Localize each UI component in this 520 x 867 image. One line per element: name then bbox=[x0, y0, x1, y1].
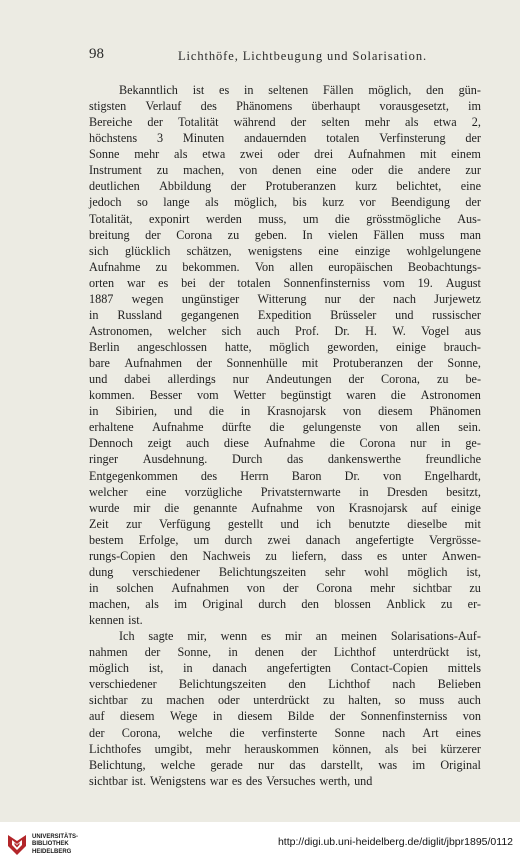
text-line: bestem Erfolge, um durch zwei danach angefertigte Vergrösse- bbox=[89, 532, 481, 547]
running-title: Lichthöfe, Lichtbeugung und Solarisation. bbox=[178, 49, 428, 63]
text-line: in solchen Aufnahmen von der Corona mehr sichtbar zu bbox=[89, 580, 481, 595]
university-seal-icon bbox=[6, 832, 28, 858]
text-line: 1887 wegen ungünstiger Witterung nur der nach Jurjewetz bbox=[89, 291, 481, 306]
text-line: kennen ist. bbox=[89, 613, 143, 628]
text-line: ringer Ausdehnung. Durch das dankenswerthe freundliche bbox=[89, 452, 481, 467]
logo-line: UNIVERSITÄTS- bbox=[32, 834, 79, 841]
text-line: Bekanntlich ist es in seltenen Fällen möglich, den gün- bbox=[119, 83, 481, 97]
text-line: welcher eine vorzügliche Privatsternwarte in Dresden besitzt, bbox=[89, 484, 481, 499]
text-line: Dennoch zeigt auch diese Aufnahme die Corona nur in ge- bbox=[89, 436, 481, 451]
text-line: Totalität, exponirt werden muss, um die grösstmögliche Aus- bbox=[89, 211, 481, 226]
text-line: jedoch so lange als möglich, bis kurz vor Beendigung der bbox=[89, 195, 481, 210]
text-line: Ich sagte mir, wenn es mir an meinen Solarisations-Auf- bbox=[119, 629, 481, 644]
text-line: Aufnahme zu bekommen. Von allen europäischen Beobachtungs- bbox=[89, 259, 481, 274]
text-line: dung verschiedener Belichtungszeiten sehr wohl möglich ist, bbox=[89, 564, 481, 579]
text-line: breitung der Corona zu geben. In vielen Fällen muss man bbox=[89, 227, 481, 242]
text-line: Sonne mehr als etwa zwei oder drei Aufnahmen mit einem bbox=[89, 147, 481, 162]
text-line: Lichthofes umgibt, mehr herauskommen können, als bei kürzerer bbox=[89, 741, 481, 756]
text-line: stigsten Verlauf des Phänomens überhaupt vorausgesetzt, im bbox=[89, 99, 481, 114]
permalink-url[interactable]: http://digi.ub.uni-heidelberg.de/diglit/jbpr1895/0112 bbox=[277, 836, 513, 848]
footer-bar bbox=[0, 822, 520, 867]
logo-line: HEIDELBERG bbox=[32, 848, 72, 855]
text-line: nahmen der Sonne, in denen der Lichthof unterdrückt ist, bbox=[89, 645, 481, 660]
text-line: Entgegenkommen des Herrn Baron Dr. von Engelhardt, bbox=[89, 468, 481, 483]
text-line: Zeit zur Verfügung gestellt und ich benutzte dieselbe mit bbox=[89, 516, 481, 531]
text-line: verschiedener Belichtungszeiten den Lichthof nach Belieben bbox=[89, 677, 481, 692]
text-line: Bereiche der Totalität während der selten mehr als etwa 2, bbox=[89, 115, 481, 130]
text-line: machen, als im Original durch den blossen Anblick zu er- bbox=[89, 597, 481, 611]
text-line: der Corona, welche die verfinsterte Sonne nach Art eines bbox=[89, 725, 481, 740]
text-line: sichtbar ist. Wenigstens war es des Versuches werth, und bbox=[89, 773, 373, 788]
body-text bbox=[89, 82, 481, 789]
text-line: erhaltene Aufnahme dürfte die gelungenste von allen sein. bbox=[89, 420, 481, 435]
text-line: bare Aufnahmen der Sonnenhülle mit Protuberanzen der Sonne, bbox=[89, 356, 481, 371]
text-line: Belichtung, welche gerade nur das darstellt, was im Original bbox=[89, 757, 481, 772]
text-line: wurde mir die genannte Aufnahme von Krasnojarsk auf einige bbox=[89, 500, 481, 515]
text-line: rungs-Copien den Nachweis zu liefern, dass es unter Anwen- bbox=[89, 548, 481, 563]
text-line: kommen. Besser vom Wetter begünstigt waren die Astronomen bbox=[89, 388, 481, 403]
text-line: möglich ist, in danach angefertigten Contact-Copien mittels bbox=[89, 661, 481, 676]
text-line: Instrument zu machen, von denen eine oder die andere zur bbox=[89, 163, 481, 178]
text-line: Astronomen, welcher sich auch Prof. Dr. H. W. Vogel aus bbox=[89, 323, 481, 338]
text-line: orten war es bei der totalen Sonnenfinsterniss vom 19. August bbox=[89, 275, 481, 290]
library-logo[interactable] bbox=[6, 832, 78, 858]
text-line: in Sibirien, und die in Krasnojarsk von diesem Phänomen bbox=[89, 404, 481, 419]
text-line: Berlin angeschlossen hatte, möglich geworden, einige brauch- bbox=[89, 340, 481, 354]
page-number: 98 bbox=[89, 46, 104, 62]
text-line: sich glücklich schätzen, wenigstens eine einzige wohlgelungene bbox=[89, 243, 481, 258]
text-line: sichtbar zu machen oder unterdrückt zu halten, so muss auch bbox=[89, 693, 481, 708]
text-line: höchstens 3 Minuten andauernden totalen Verfinsterung der bbox=[89, 131, 481, 146]
logo-line: BIBLIOTHEK bbox=[32, 841, 69, 848]
text-line: deutlichen Abbildung der Protuberanzen kurz belichtet, eine bbox=[89, 179, 481, 194]
text-line: und dabei allerdings nur Andeutungen der Corona, zu be- bbox=[89, 372, 481, 387]
library-logo-text bbox=[32, 834, 78, 856]
page-header bbox=[0, 44, 520, 64]
text-line: in Russland gegangenen Expedition Brüsseler und russischer bbox=[89, 307, 481, 322]
text-line: auf diesem Wege in diesem Bilde der Sonnenfinsterniss von bbox=[89, 709, 481, 724]
